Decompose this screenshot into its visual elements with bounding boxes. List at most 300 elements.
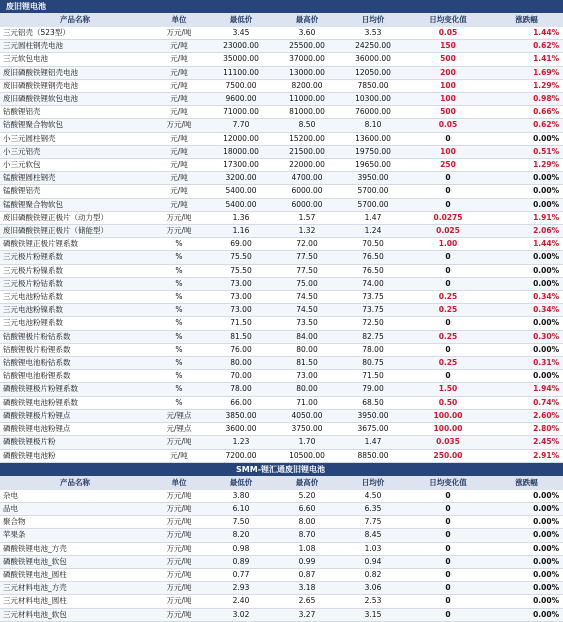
daily-change-cell: 500: [406, 106, 490, 119]
change-pct-cell: 1.91%: [490, 211, 563, 224]
table-row: [0, 595, 563, 608]
max-price-cell: 13000.00: [274, 66, 340, 79]
table-row: [0, 251, 563, 264]
min-price-cell: 70.00: [208, 370, 274, 383]
change-pct-cell: 0.74%: [490, 396, 563, 409]
min-price-cell: 0.98: [208, 542, 274, 555]
table-row: [0, 343, 563, 356]
max-price-cell: 84.00: [274, 330, 340, 343]
product-name-cell: 品电: [0, 502, 150, 515]
max-price-cell: 0.99: [274, 555, 340, 568]
min-price-cell: 5400.00: [208, 185, 274, 198]
min-price-cell: 3.02: [208, 608, 274, 621]
table-row: [0, 291, 563, 304]
table-row: [0, 145, 563, 158]
max-price-cell: 77.50: [274, 264, 340, 277]
change-pct-cell: 1.44%: [490, 27, 563, 40]
max-price-cell: 3.27: [274, 608, 340, 621]
product-name-cell: 三元极片粉锂系数: [0, 251, 150, 264]
unit-cell: %: [150, 251, 208, 264]
section-title-row: [0, 462, 563, 476]
product-name-cell: 钴酸锂铝壳: [0, 106, 150, 119]
daily-change-cell: 0: [406, 277, 490, 290]
table-row: [0, 93, 563, 106]
product-name-cell: 锰酸锂聚合物软包: [0, 198, 150, 211]
avg-price-cell: 74.00: [340, 277, 406, 290]
table-row: [0, 423, 563, 436]
table-row: [0, 396, 563, 409]
avg-price-cell: 73.75: [340, 304, 406, 317]
unit-cell: 万元/吨: [150, 529, 208, 542]
avg-price-cell: 1.03: [340, 542, 406, 555]
max-price-cell: 80.00: [274, 383, 340, 396]
min-price-cell: 71.50: [208, 317, 274, 330]
daily-change-cell: 0: [406, 172, 490, 185]
min-price-cell: 23000.00: [208, 40, 274, 53]
product-name-cell: 磷酸铁锂电池粉: [0, 449, 150, 462]
unit-cell: 万元/吨: [150, 225, 208, 238]
max-price-cell: 1.70: [274, 436, 340, 449]
avg-price-cell: 19750.00: [340, 145, 406, 158]
max-price-cell: 77.50: [274, 251, 340, 264]
table-row: [0, 409, 563, 422]
change-pct-cell: 0.00%: [490, 264, 563, 277]
unit-cell: 万元/吨: [150, 436, 208, 449]
min-price-cell: 66.00: [208, 396, 274, 409]
unit-cell: 元/吨: [150, 93, 208, 106]
table-row: [0, 383, 563, 396]
unit-cell: 元/锂点: [150, 423, 208, 436]
column-header: 日均价: [340, 13, 406, 27]
section-title: 废旧锂电池: [0, 0, 563, 13]
max-price-cell: 4050.00: [274, 409, 340, 422]
min-price-cell: 0.89: [208, 555, 274, 568]
table-row: [0, 66, 563, 79]
table-row: [0, 211, 563, 224]
unit-cell: %: [150, 343, 208, 356]
max-price-cell: 81.50: [274, 357, 340, 370]
min-price-cell: 73.00: [208, 277, 274, 290]
max-price-cell: 74.50: [274, 304, 340, 317]
min-price-cell: 9600.00: [208, 93, 274, 106]
table-row: [0, 119, 563, 132]
daily-change-cell: 0: [406, 595, 490, 608]
table-row: [0, 317, 563, 330]
min-price-cell: 78.00: [208, 383, 274, 396]
change-pct-cell: 1.69%: [490, 66, 563, 79]
change-pct-cell: 0.00%: [490, 555, 563, 568]
table-row: [0, 582, 563, 595]
product-name-cell: 锰酸锂圆柱钢壳: [0, 172, 150, 185]
min-price-cell: 71000.00: [208, 106, 274, 119]
min-price-cell: 3200.00: [208, 172, 274, 185]
daily-change-cell: 0: [406, 264, 490, 277]
unit-cell: %: [150, 396, 208, 409]
table-row: [0, 132, 563, 145]
avg-price-cell: 73.75: [340, 291, 406, 304]
min-price-cell: 7.50: [208, 516, 274, 529]
daily-change-cell: 200: [406, 66, 490, 79]
unit-cell: 元/吨: [150, 132, 208, 145]
column-header: 日均变化值: [406, 13, 490, 27]
daily-change-cell: 0.25: [406, 330, 490, 343]
column-header: 日均变化值: [406, 476, 490, 490]
max-price-cell: 6.60: [274, 502, 340, 515]
change-pct-cell: 0.00%: [490, 185, 563, 198]
change-pct-cell: 0.00%: [490, 516, 563, 529]
product-name-cell: 三元极片粉镍系数: [0, 264, 150, 277]
change-pct-cell: 0.00%: [490, 277, 563, 290]
table-row: [0, 172, 563, 185]
daily-change-cell: 500: [406, 53, 490, 66]
max-price-cell: 11000.00: [274, 93, 340, 106]
table-row: [0, 79, 563, 92]
avg-price-cell: 0.82: [340, 568, 406, 581]
daily-change-cell: 0.035: [406, 436, 490, 449]
max-price-cell: 3750.00: [274, 423, 340, 436]
daily-change-cell: 0: [406, 343, 490, 356]
column-header-row: [0, 13, 563, 27]
table-row: [0, 264, 563, 277]
product-name-cell: 三元铝壳（523型）: [0, 27, 150, 40]
unit-cell: %: [150, 330, 208, 343]
avg-price-cell: 6.35: [340, 502, 406, 515]
max-price-cell: 3.60: [274, 27, 340, 40]
unit-cell: %: [150, 291, 208, 304]
max-price-cell: 25500.00: [274, 40, 340, 53]
change-pct-cell: 0.00%: [490, 198, 563, 211]
min-price-cell: 0.77: [208, 568, 274, 581]
column-header: 单位: [150, 476, 208, 490]
product-name-cell: 三元材料电池_圆柱: [0, 595, 150, 608]
daily-change-cell: 0: [406, 185, 490, 198]
avg-price-cell: 1.24: [340, 225, 406, 238]
min-price-cell: 75.50: [208, 251, 274, 264]
table-row: [0, 159, 563, 172]
daily-change-cell: 0.25: [406, 291, 490, 304]
product-name-cell: 苹果条: [0, 529, 150, 542]
avg-price-cell: 12050.00: [340, 66, 406, 79]
table-row: [0, 40, 563, 53]
change-pct-cell: 0.00%: [490, 542, 563, 555]
max-price-cell: 75.00: [274, 277, 340, 290]
unit-cell: 万元/吨: [150, 608, 208, 621]
daily-change-cell: 0: [406, 317, 490, 330]
daily-change-cell: 0: [406, 542, 490, 555]
unit-cell: 元/吨: [150, 159, 208, 172]
change-pct-cell: 0.51%: [490, 145, 563, 158]
table-row: [0, 198, 563, 211]
change-pct-cell: 0.34%: [490, 291, 563, 304]
column-header: 产品名称: [0, 13, 150, 27]
max-price-cell: 1.57: [274, 211, 340, 224]
max-price-cell: 10500.00: [274, 449, 340, 462]
min-price-cell: 7.70: [208, 119, 274, 132]
daily-change-cell: 100: [406, 145, 490, 158]
daily-change-cell: 0: [406, 370, 490, 383]
change-pct-cell: 2.91%: [490, 449, 563, 462]
product-name-cell: 聚合物: [0, 516, 150, 529]
avg-price-cell: 7.75: [340, 516, 406, 529]
change-pct-cell: 0.34%: [490, 304, 563, 317]
min-price-cell: 2.40: [208, 595, 274, 608]
table-row: [0, 608, 563, 621]
column-header: 最高价: [274, 13, 340, 27]
unit-cell: 万元/吨: [150, 555, 208, 568]
avg-price-cell: 1.47: [340, 436, 406, 449]
unit-cell: %: [150, 383, 208, 396]
product-name-cell: 三元材料电池_方壳: [0, 582, 150, 595]
daily-change-cell: 0: [406, 582, 490, 595]
unit-cell: %: [150, 264, 208, 277]
avg-price-cell: 71.50: [340, 370, 406, 383]
unit-cell: 元/吨: [150, 449, 208, 462]
avg-price-cell: 5700.00: [340, 185, 406, 198]
min-price-cell: 7200.00: [208, 449, 274, 462]
avg-price-cell: 36000.00: [340, 53, 406, 66]
column-header: 最高价: [274, 476, 340, 490]
max-price-cell: 72.00: [274, 238, 340, 251]
unit-cell: %: [150, 317, 208, 330]
daily-change-cell: 100: [406, 93, 490, 106]
unit-cell: 万元/吨: [150, 542, 208, 555]
daily-change-cell: 0.25: [406, 357, 490, 370]
daily-change-cell: 100: [406, 79, 490, 92]
unit-cell: %: [150, 238, 208, 251]
product-name-cell: 杂电: [0, 490, 150, 503]
product-name-cell: 钴酸锂电池粉钴系数: [0, 357, 150, 370]
unit-cell: 万元/吨: [150, 502, 208, 515]
avg-price-cell: 68.50: [340, 396, 406, 409]
max-price-cell: 74.50: [274, 291, 340, 304]
change-pct-cell: 0.62%: [490, 119, 563, 132]
table-row: [0, 304, 563, 317]
product-name-cell: 钴酸锂极片粉钴系数: [0, 330, 150, 343]
min-price-cell: 35000.00: [208, 53, 274, 66]
unit-cell: 万元/吨: [150, 27, 208, 40]
product-name-cell: 三元电池粉锂系数: [0, 317, 150, 330]
change-pct-cell: 2.60%: [490, 409, 563, 422]
max-price-cell: 6000.00: [274, 198, 340, 211]
unit-cell: 元/吨: [150, 106, 208, 119]
unit-cell: 元/吨: [150, 198, 208, 211]
min-price-cell: 5400.00: [208, 198, 274, 211]
max-price-cell: 8.50: [274, 119, 340, 132]
change-pct-cell: 0.00%: [490, 370, 563, 383]
avg-price-cell: 82.75: [340, 330, 406, 343]
table-row: [0, 185, 563, 198]
change-pct-cell: 0.00%: [490, 595, 563, 608]
column-header: 最低价: [208, 13, 274, 27]
unit-cell: 元/吨: [150, 172, 208, 185]
product-name-cell: 小三元软包: [0, 159, 150, 172]
daily-change-cell: 0: [406, 132, 490, 145]
avg-price-cell: 79.00: [340, 383, 406, 396]
avg-price-cell: 3950.00: [340, 172, 406, 185]
table-row: [0, 449, 563, 462]
max-price-cell: 0.87: [274, 568, 340, 581]
avg-price-cell: 0.94: [340, 555, 406, 568]
table-row: [0, 490, 563, 503]
product-name-cell: 磷酸铁锂电池_方壳: [0, 542, 150, 555]
max-price-cell: 8200.00: [274, 79, 340, 92]
change-pct-cell: 0.00%: [490, 502, 563, 515]
unit-cell: 万元/吨: [150, 568, 208, 581]
max-price-cell: 8.70: [274, 529, 340, 542]
min-price-cell: 3.45: [208, 27, 274, 40]
change-pct-cell: 0.66%: [490, 106, 563, 119]
unit-cell: 万元/吨: [150, 582, 208, 595]
product-name-cell: 磷酸铁锂电池粉锂系数: [0, 396, 150, 409]
product-name-cell: 磷酸铁锂电池_圆柱: [0, 568, 150, 581]
daily-change-cell: 0: [406, 490, 490, 503]
avg-price-cell: 76000.00: [340, 106, 406, 119]
column-header: 日均价: [340, 476, 406, 490]
max-price-cell: 3.18: [274, 582, 340, 595]
max-price-cell: 6000.00: [274, 185, 340, 198]
max-price-cell: 4700.00: [274, 172, 340, 185]
table-row: [0, 277, 563, 290]
table-row: [0, 542, 563, 555]
unit-cell: 元/吨: [150, 145, 208, 158]
unit-cell: %: [150, 304, 208, 317]
avg-price-cell: 70.50: [340, 238, 406, 251]
change-pct-cell: 1.41%: [490, 53, 563, 66]
change-pct-cell: 0.00%: [490, 317, 563, 330]
product-name-cell: 磷酸铁锂极片粉: [0, 436, 150, 449]
daily-change-cell: 0.05: [406, 119, 490, 132]
max-price-cell: 21500.00: [274, 145, 340, 158]
product-name-cell: 废旧磷酸铁锂铝壳电池: [0, 66, 150, 79]
unit-cell: 万元/吨: [150, 119, 208, 132]
avg-price-cell: 3.53: [340, 27, 406, 40]
min-price-cell: 11100.00: [208, 66, 274, 79]
unit-cell: %: [150, 357, 208, 370]
daily-change-cell: 0: [406, 502, 490, 515]
unit-cell: %: [150, 370, 208, 383]
table-row: [0, 555, 563, 568]
avg-price-cell: 3950.00: [340, 409, 406, 422]
table-row: [0, 502, 563, 515]
table-row: [0, 370, 563, 383]
avg-price-cell: 4.50: [340, 490, 406, 503]
product-name-cell: 小三元圆柱钢壳: [0, 132, 150, 145]
unit-cell: 万元/吨: [150, 490, 208, 503]
table-row: [0, 568, 563, 581]
table-row: [0, 238, 563, 251]
section-title-row: [0, 0, 563, 13]
daily-change-cell: 0: [406, 555, 490, 568]
product-name-cell: 锰酸锂铝壳: [0, 185, 150, 198]
table-row: [0, 330, 563, 343]
daily-change-cell: 0.025: [406, 225, 490, 238]
product-name-cell: 钴酸锂电池粉锂系数: [0, 370, 150, 383]
column-header: 涨跌幅: [490, 13, 563, 27]
table-row: [0, 106, 563, 119]
avg-price-cell: 7850.00: [340, 79, 406, 92]
change-pct-cell: 0.31%: [490, 357, 563, 370]
unit-cell: %: [150, 277, 208, 290]
unit-cell: 元/吨: [150, 40, 208, 53]
column-header: 产品名称: [0, 476, 150, 490]
unit-cell: 万元/吨: [150, 595, 208, 608]
avg-price-cell: 8850.00: [340, 449, 406, 462]
column-header-row: [0, 476, 563, 490]
max-price-cell: 15200.00: [274, 132, 340, 145]
product-name-cell: 三元极片粉钴系数: [0, 277, 150, 290]
product-name-cell: 磷酸铁锂电池粉锂点: [0, 423, 150, 436]
max-price-cell: 73.50: [274, 317, 340, 330]
product-name-cell: 三元电池粉镍系数: [0, 304, 150, 317]
change-pct-cell: 0.00%: [490, 343, 563, 356]
table-row: [0, 516, 563, 529]
product-name-cell: 三元材料电池_软包: [0, 608, 150, 621]
min-price-cell: 81.50: [208, 330, 274, 343]
min-price-cell: 1.16: [208, 225, 274, 238]
column-header: 最低价: [208, 476, 274, 490]
daily-change-cell: 150: [406, 40, 490, 53]
daily-change-cell: 0.0275: [406, 211, 490, 224]
product-name-cell: 磷酸铁锂极片粉锂点: [0, 409, 150, 422]
min-price-cell: 8.20: [208, 529, 274, 542]
product-name-cell: 废旧磷酸铁锂正极片（储能型）: [0, 225, 150, 238]
unit-cell: 元/吨: [150, 185, 208, 198]
product-name-cell: 废旧磷酸铁锂软包电池: [0, 93, 150, 106]
avg-price-cell: 10300.00: [340, 93, 406, 106]
max-price-cell: 2.65: [274, 595, 340, 608]
product-name-cell: 废旧磷酸铁锂正极片（动力型）: [0, 211, 150, 224]
product-name-cell: 钴酸锂极片粉锂系数: [0, 343, 150, 356]
unit-cell: 元/吨: [150, 66, 208, 79]
avg-price-cell: 80.75: [340, 357, 406, 370]
daily-change-cell: 1.00: [406, 238, 490, 251]
product-name-cell: 磷酸铁锂正极片锂系数: [0, 238, 150, 251]
daily-change-cell: 0.25: [406, 304, 490, 317]
daily-change-cell: 0: [406, 516, 490, 529]
avg-price-cell: 19650.00: [340, 159, 406, 172]
change-pct-cell: 1.29%: [490, 159, 563, 172]
daily-change-cell: 0: [406, 251, 490, 264]
avg-price-cell: 8.10: [340, 119, 406, 132]
avg-price-cell: 3675.00: [340, 423, 406, 436]
product-name-cell: 三元电池粉钴系数: [0, 291, 150, 304]
max-price-cell: 37000.00: [274, 53, 340, 66]
daily-change-cell: 0.05: [406, 27, 490, 40]
unit-cell: 元/锂点: [150, 409, 208, 422]
change-pct-cell: 0.00%: [490, 529, 563, 542]
daily-change-cell: 0: [406, 608, 490, 621]
daily-change-cell: 0: [406, 568, 490, 581]
change-pct-cell: 0.00%: [490, 490, 563, 503]
section-title: SMM-锂汇通废旧锂电池: [0, 462, 563, 476]
min-price-cell: 1.36: [208, 211, 274, 224]
avg-price-cell: 3.06: [340, 582, 406, 595]
max-price-cell: 1.32: [274, 225, 340, 238]
daily-change-cell: 250: [406, 159, 490, 172]
max-price-cell: 81000.00: [274, 106, 340, 119]
min-price-cell: 18000.00: [208, 145, 274, 158]
unit-cell: 万元/吨: [150, 211, 208, 224]
max-price-cell: 22000.00: [274, 159, 340, 172]
change-pct-cell: 0.00%: [490, 582, 563, 595]
product-name-cell: 废旧磷酸铁锂钢壳电池: [0, 79, 150, 92]
daily-change-cell: 0: [406, 529, 490, 542]
change-pct-cell: 2.45%: [490, 436, 563, 449]
avg-price-cell: 78.00: [340, 343, 406, 356]
product-name-cell: 三元软包电池: [0, 53, 150, 66]
table-row: [0, 436, 563, 449]
table-row: [0, 53, 563, 66]
